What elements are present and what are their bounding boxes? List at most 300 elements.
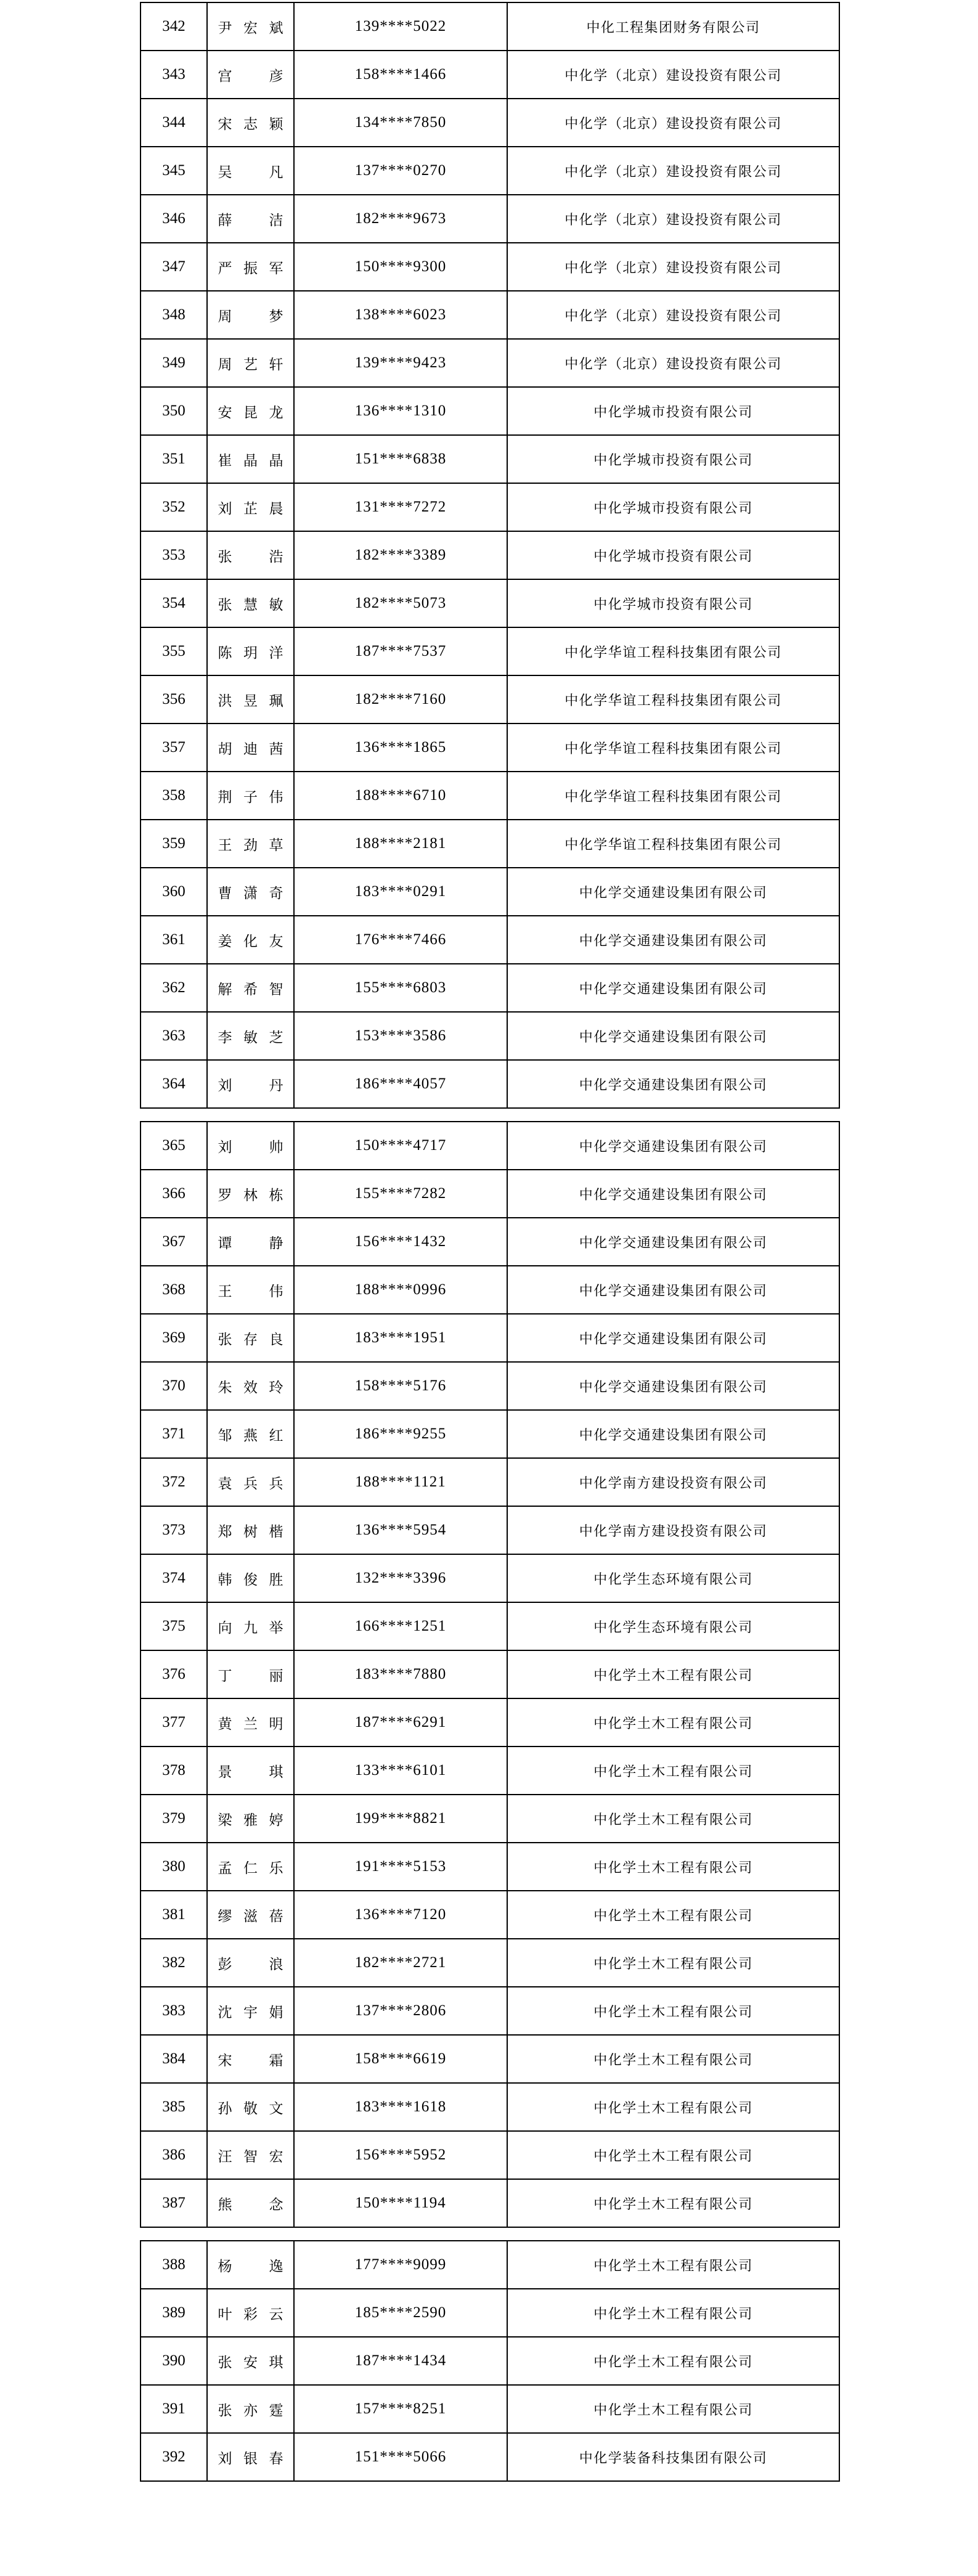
person-name-cell (207, 1698, 294, 1747)
table-row (141, 1506, 839, 1554)
person-name-cell (207, 1795, 294, 1843)
table-row (141, 2385, 839, 2433)
person-name: 宫 彦 (218, 68, 283, 84)
person-name: 曹 潇 奇 (218, 885, 283, 901)
row-number-cell: 390 (141, 2337, 207, 2385)
person-name-cell (207, 99, 294, 147)
person-name-cell (207, 1170, 294, 1218)
company-cell: 中化学南方建设投资有限公司 (507, 1506, 839, 1554)
table-row (141, 868, 839, 916)
person-name-cell (207, 1891, 294, 1939)
person-name-cell (207, 964, 294, 1012)
company-cell: 中化学交通建设集团有限公司 (507, 1060, 839, 1108)
person-name: 郑 树 楷 (218, 1523, 283, 1539)
person-name-cell (207, 2433, 294, 2481)
person-name-cell (207, 1939, 294, 1987)
table-row (141, 1266, 839, 1314)
person-name: 张 安 琪 (218, 2354, 283, 2370)
masked-phone-cell: 136****1310 (294, 387, 507, 435)
person-name-cell (207, 2337, 294, 2385)
masked-phone-cell: 134****7850 (294, 99, 507, 147)
company-cell: 中化学城市投资有限公司 (507, 387, 839, 435)
masked-phone-cell: 157****8251 (294, 2385, 507, 2433)
row-number-cell: 374 (141, 1554, 207, 1602)
person-name: 薛 洁 (218, 212, 283, 228)
table-row (141, 99, 839, 147)
company-cell: 中化学华谊工程科技集团有限公司 (507, 627, 839, 675)
masked-phone-cell: 182****9673 (294, 195, 507, 243)
row-number-cell: 373 (141, 1506, 207, 1554)
table-row (141, 1060, 839, 1108)
masked-phone-cell: 156****5952 (294, 2131, 507, 2179)
row-number-cell: 385 (141, 2083, 207, 2131)
masked-phone-cell: 182****7160 (294, 675, 507, 723)
person-name: 胡 迪 茜 (218, 741, 283, 757)
row-number-cell: 375 (141, 1602, 207, 1650)
row-number-cell: 361 (141, 916, 207, 964)
masked-phone-cell: 136****1865 (294, 723, 507, 772)
table-row (141, 387, 839, 435)
table-row (141, 1012, 839, 1060)
table-row (141, 2179, 839, 2227)
table-row (141, 1747, 839, 1795)
person-name: 李 敏 芝 (218, 1029, 283, 1045)
row-number-cell: 352 (141, 483, 207, 531)
person-name: 景 琪 (218, 1764, 283, 1780)
person-name: 张 存 良 (218, 1331, 283, 1347)
masked-phone-cell: 186****9255 (294, 1410, 507, 1458)
company-cell: 中化学（北京）建设投资有限公司 (507, 195, 839, 243)
company-cell: 中化学土木工程有限公司 (507, 2179, 839, 2227)
row-number-cell: 349 (141, 339, 207, 387)
row-number-cell: 368 (141, 1266, 207, 1314)
masked-phone-cell: 137****0270 (294, 147, 507, 195)
masked-phone-cell: 139****9423 (294, 339, 507, 387)
person-name: 谭 静 (218, 1235, 283, 1251)
person-name-cell (207, 868, 294, 916)
masked-phone-cell: 182****3389 (294, 531, 507, 579)
masked-phone-cell: 182****2721 (294, 1939, 507, 1987)
person-name: 严 振 军 (218, 260, 283, 276)
row-number-cell: 344 (141, 99, 207, 147)
person-name-cell (207, 2179, 294, 2227)
person-name-cell (207, 2289, 294, 2337)
company-cell: 中化工程集团财务有限公司 (507, 2, 839, 51)
person-name-cell (207, 2083, 294, 2131)
masked-phone-cell: 188****6710 (294, 772, 507, 820)
company-cell: 中化学（北京）建设投资有限公司 (507, 291, 839, 339)
row-number-cell: 355 (141, 627, 207, 675)
table-row (141, 1939, 839, 1987)
masked-phone-cell: 183****1951 (294, 1314, 507, 1362)
row-number-cell: 364 (141, 1060, 207, 1108)
row-number-cell: 380 (141, 1843, 207, 1891)
company-cell: 中化学（北京）建设投资有限公司 (507, 339, 839, 387)
person-name: 刘 丹 (218, 1077, 283, 1093)
person-name: 解 希 智 (218, 981, 283, 997)
person-name-cell (207, 1314, 294, 1362)
table-row (141, 1314, 839, 1362)
company-cell: 中化学土木工程有限公司 (507, 2035, 839, 2083)
company-cell: 中化学土木工程有限公司 (507, 1698, 839, 1747)
row-number-cell: 356 (141, 675, 207, 723)
row-number-cell: 359 (141, 820, 207, 868)
person-name-cell (207, 772, 294, 820)
person-name-cell (207, 1060, 294, 1108)
table-row (141, 1170, 839, 1218)
masked-phone-cell: 131****7272 (294, 483, 507, 531)
person-name-cell (207, 1506, 294, 1554)
person-name: 张 亦 霆 (218, 2402, 283, 2418)
table-row (141, 1362, 839, 1410)
table-row (141, 1891, 839, 1939)
row-number-cell: 378 (141, 1747, 207, 1795)
row-number-cell: 381 (141, 1891, 207, 1939)
table-row (141, 291, 839, 339)
table-row (141, 1458, 839, 1506)
person-name: 刘 芷 晨 (218, 500, 283, 516)
row-number-cell: 363 (141, 1012, 207, 1060)
masked-phone-cell: 191****5153 (294, 1843, 507, 1891)
person-name-cell (207, 483, 294, 531)
table-row (141, 2035, 839, 2083)
person-name-cell (207, 627, 294, 675)
person-name-cell (207, 147, 294, 195)
person-name: 孟 仁 乐 (218, 1860, 283, 1876)
person-name-cell (207, 579, 294, 627)
company-cell: 中化学华谊工程科技集团有限公司 (507, 820, 839, 868)
row-number-cell: 391 (141, 2385, 207, 2433)
person-name: 缪 滋 蓓 (218, 1908, 283, 1924)
roster-table-section (140, 1121, 840, 2228)
table-row (141, 243, 839, 291)
person-name: 刘 帅 (218, 1139, 283, 1155)
company-cell: 中化学（北京）建设投资有限公司 (507, 243, 839, 291)
company-cell: 中化学交通建设集团有限公司 (507, 1122, 839, 1170)
masked-phone-cell: 187****6291 (294, 1698, 507, 1747)
person-name-cell (207, 339, 294, 387)
masked-phone-cell: 138****6023 (294, 291, 507, 339)
row-number-cell: 345 (141, 147, 207, 195)
person-name: 熊 念 (218, 2196, 283, 2212)
row-number-cell: 387 (141, 2179, 207, 2227)
row-number-cell: 376 (141, 1650, 207, 1698)
person-name-cell (207, 1987, 294, 2035)
masked-phone-cell: 183****1618 (294, 2083, 507, 2131)
table-row (141, 1795, 839, 1843)
masked-phone-cell: 150****4717 (294, 1122, 507, 1170)
person-name: 崔 晶 晶 (218, 452, 283, 468)
company-cell: 中化学交通建设集团有限公司 (507, 1266, 839, 1314)
person-name-cell (207, 435, 294, 483)
row-number-cell: 370 (141, 1362, 207, 1410)
person-name-cell (207, 1122, 294, 1170)
table-row (141, 1843, 839, 1891)
table-row (141, 1987, 839, 2035)
row-number-cell: 392 (141, 2433, 207, 2481)
row-number-cell: 386 (141, 2131, 207, 2179)
masked-phone-cell: 151****6838 (294, 435, 507, 483)
person-name: 邹 燕 红 (218, 1427, 283, 1443)
table-row (141, 1122, 839, 1170)
table-row (141, 675, 839, 723)
person-name: 张 浩 (218, 548, 283, 565)
company-cell: 中化学华谊工程科技集团有限公司 (507, 675, 839, 723)
person-name: 杨 逸 (218, 2258, 283, 2274)
masked-phone-cell: 137****2806 (294, 1987, 507, 2035)
table-row (141, 579, 839, 627)
company-cell: 中化学土木工程有限公司 (507, 1747, 839, 1795)
masked-phone-cell: 188****1121 (294, 1458, 507, 1506)
table-row (141, 964, 839, 1012)
table-row (141, 1410, 839, 1458)
company-cell: 中化学土木工程有限公司 (507, 2289, 839, 2337)
person-name: 沈 宇 娟 (218, 2004, 283, 2020)
row-number-cell: 382 (141, 1939, 207, 1987)
masked-phone-cell: 136****5954 (294, 1506, 507, 1554)
person-name-cell (207, 51, 294, 99)
person-name: 梁 雅 婷 (218, 1812, 283, 1828)
person-name-cell (207, 195, 294, 243)
company-cell: 中化学土木工程有限公司 (507, 1987, 839, 2035)
person-name: 宋 霜 (218, 2052, 283, 2068)
company-cell: 中化学华谊工程科技集团有限公司 (507, 772, 839, 820)
table-row (141, 1602, 839, 1650)
row-number-cell: 377 (141, 1698, 207, 1747)
masked-phone-cell: 158****5176 (294, 1362, 507, 1410)
masked-phone-cell: 151****5066 (294, 2433, 507, 2481)
masked-phone-cell: 158****1466 (294, 51, 507, 99)
company-cell: 中化学土木工程有限公司 (507, 2131, 839, 2179)
person-name-cell (207, 1843, 294, 1891)
masked-phone-cell: 156****1432 (294, 1218, 507, 1266)
masked-phone-cell: 153****3586 (294, 1012, 507, 1060)
table-row (141, 2337, 839, 2385)
company-cell: 中化学（北京）建设投资有限公司 (507, 99, 839, 147)
table-row (141, 483, 839, 531)
table-row (141, 1554, 839, 1602)
row-number-cell: 357 (141, 723, 207, 772)
company-cell: 中化学交通建设集团有限公司 (507, 916, 839, 964)
table-row (141, 147, 839, 195)
company-cell: 中化学城市投资有限公司 (507, 531, 839, 579)
person-name-cell (207, 2, 294, 51)
table-row (141, 916, 839, 964)
person-name-cell (207, 916, 294, 964)
masked-phone-cell: 139****5022 (294, 2, 507, 51)
masked-phone-cell: 188****2181 (294, 820, 507, 868)
person-name: 周 艺 轩 (218, 356, 283, 372)
person-name-cell (207, 1266, 294, 1314)
person-name: 张 慧 敏 (218, 597, 283, 613)
person-name-cell (207, 1458, 294, 1506)
row-number-cell: 343 (141, 51, 207, 99)
person-name: 周 梦 (218, 308, 283, 324)
person-name-cell (207, 1012, 294, 1060)
company-cell: 中化学土木工程有限公司 (507, 2083, 839, 2131)
person-name-cell (207, 1218, 294, 1266)
row-number-cell: 347 (141, 243, 207, 291)
row-number-cell: 384 (141, 2035, 207, 2083)
person-name: 向 九 举 (218, 1620, 283, 1636)
masked-phone-cell: 183****0291 (294, 868, 507, 916)
company-cell: 中化学城市投资有限公司 (507, 579, 839, 627)
row-number-cell: 342 (141, 2, 207, 51)
table-row (141, 2433, 839, 2481)
person-name: 吴 凡 (218, 164, 283, 180)
company-cell: 中化学交通建设集团有限公司 (507, 1170, 839, 1218)
masked-phone-cell: 177****9099 (294, 2241, 507, 2289)
company-cell: 中化学土木工程有限公司 (507, 1843, 839, 1891)
table-row (141, 820, 839, 868)
company-cell: 中化学土木工程有限公司 (507, 1650, 839, 1698)
table-row (141, 1698, 839, 1747)
person-name: 宋 志 颖 (218, 116, 283, 132)
row-number-cell: 371 (141, 1410, 207, 1458)
table-row (141, 339, 839, 387)
masked-phone-cell: 166****1251 (294, 1602, 507, 1650)
person-name: 袁 兵 兵 (218, 1475, 283, 1491)
row-number-cell: 379 (141, 1795, 207, 1843)
person-name-cell (207, 675, 294, 723)
company-cell: 中化学土木工程有限公司 (507, 2241, 839, 2289)
table-row (141, 1218, 839, 1266)
table-row (141, 2241, 839, 2289)
row-number-cell: 360 (141, 868, 207, 916)
table-row (141, 772, 839, 820)
table-row (141, 1650, 839, 1698)
person-name: 朱 效 玲 (218, 1379, 283, 1395)
person-name: 彭 浪 (218, 1956, 283, 1972)
person-name: 刘 银 春 (218, 2450, 283, 2466)
person-name: 姜 化 友 (218, 933, 283, 949)
roster-table-section (140, 2240, 840, 2482)
person-name-cell (207, 1602, 294, 1650)
row-number-cell: 348 (141, 291, 207, 339)
person-name-cell (207, 2035, 294, 2083)
row-number-cell: 354 (141, 579, 207, 627)
row-number-cell: 383 (141, 1987, 207, 2035)
company-cell: 中化学交通建设集团有限公司 (507, 1012, 839, 1060)
person-name: 陈 玥 洋 (218, 645, 283, 661)
masked-phone-cell: 158****6619 (294, 2035, 507, 2083)
person-name: 孙 敬 文 (218, 2100, 283, 2116)
masked-phone-cell: 150****9300 (294, 243, 507, 291)
person-name: 黄 兰 明 (218, 1716, 283, 1732)
table-row (141, 2289, 839, 2337)
person-name: 尹 宏 斌 (218, 20, 283, 36)
row-number-cell: 389 (141, 2289, 207, 2337)
masked-phone-cell: 185****2590 (294, 2289, 507, 2337)
person-name: 王 劲 草 (218, 837, 283, 853)
table-row (141, 2, 839, 51)
row-number-cell: 350 (141, 387, 207, 435)
company-cell: 中化学（北京）建设投资有限公司 (507, 147, 839, 195)
company-cell: 中化学南方建设投资有限公司 (507, 1458, 839, 1506)
person-name: 洪 昱 珮 (218, 693, 283, 709)
company-cell: 中化学土木工程有限公司 (507, 2337, 839, 2385)
row-number-cell: 365 (141, 1122, 207, 1170)
company-cell: 中化学（北京）建设投资有限公司 (507, 51, 839, 99)
company-cell: 中化学交通建设集团有限公司 (507, 1410, 839, 1458)
company-cell: 中化学交通建设集团有限公司 (507, 868, 839, 916)
person-name: 韩 俊 胜 (218, 1571, 283, 1588)
row-number-cell: 366 (141, 1170, 207, 1218)
company-cell: 中化学生态环境有限公司 (507, 1602, 839, 1650)
person-name: 汪 智 宏 (218, 2148, 283, 2164)
person-name-cell (207, 291, 294, 339)
row-number-cell: 362 (141, 964, 207, 1012)
company-cell: 中化学城市投资有限公司 (507, 483, 839, 531)
row-number-cell: 367 (141, 1218, 207, 1266)
row-number-cell: 372 (141, 1458, 207, 1506)
company-cell: 中化学土木工程有限公司 (507, 1891, 839, 1939)
table-row (141, 435, 839, 483)
row-number-cell: 358 (141, 772, 207, 820)
company-cell: 中化学交通建设集团有限公司 (507, 1362, 839, 1410)
company-cell: 中化学土木工程有限公司 (507, 2385, 839, 2433)
person-name-cell (207, 1747, 294, 1795)
table-row (141, 627, 839, 675)
row-number-cell: 388 (141, 2241, 207, 2289)
company-cell: 中化学生态环境有限公司 (507, 1554, 839, 1602)
company-cell: 中化学交通建设集团有限公司 (507, 1314, 839, 1362)
table-row (141, 51, 839, 99)
roster-table-section (140, 2, 840, 1109)
person-name: 荆 子 伟 (218, 789, 283, 805)
person-name-cell (207, 1554, 294, 1602)
person-name-cell (207, 387, 294, 435)
masked-phone-cell: 155****6803 (294, 964, 507, 1012)
table-row (141, 2131, 839, 2179)
masked-phone-cell: 155****7282 (294, 1170, 507, 1218)
masked-phone-cell: 176****7466 (294, 916, 507, 964)
person-name-cell (207, 2241, 294, 2289)
masked-phone-cell: 182****5073 (294, 579, 507, 627)
table-row (141, 195, 839, 243)
masked-phone-cell: 187****7537 (294, 627, 507, 675)
person-name: 罗 林 栋 (218, 1187, 283, 1203)
company-cell: 中化学交通建设集团有限公司 (507, 1218, 839, 1266)
person-name-cell (207, 723, 294, 772)
person-name: 丁 丽 (218, 1668, 283, 1684)
company-cell: 中化学土木工程有限公司 (507, 1939, 839, 1987)
masked-phone-cell: 199****8821 (294, 1795, 507, 1843)
company-cell: 中化学土木工程有限公司 (507, 1795, 839, 1843)
masked-phone-cell: 136****7120 (294, 1891, 507, 1939)
person-name-cell (207, 1410, 294, 1458)
company-cell: 中化学交通建设集团有限公司 (507, 964, 839, 1012)
person-name-cell (207, 2385, 294, 2433)
row-number-cell: 351 (141, 435, 207, 483)
table-row (141, 723, 839, 772)
masked-phone-cell: 186****4057 (294, 1060, 507, 1108)
roster-table-container (140, 2, 839, 2482)
person-name-cell (207, 2131, 294, 2179)
row-number-cell: 369 (141, 1314, 207, 1362)
person-name: 叶 彩 云 (218, 2306, 283, 2322)
person-name-cell (207, 1362, 294, 1410)
table-row (141, 2083, 839, 2131)
person-name-cell (207, 243, 294, 291)
masked-phone-cell: 132****3396 (294, 1554, 507, 1602)
person-name-cell (207, 1650, 294, 1698)
company-cell: 中化学城市投资有限公司 (507, 435, 839, 483)
masked-phone-cell: 188****0996 (294, 1266, 507, 1314)
person-name-cell (207, 531, 294, 579)
person-name: 王 伟 (218, 1283, 283, 1299)
company-cell: 中化学装备科技集团有限公司 (507, 2433, 839, 2481)
